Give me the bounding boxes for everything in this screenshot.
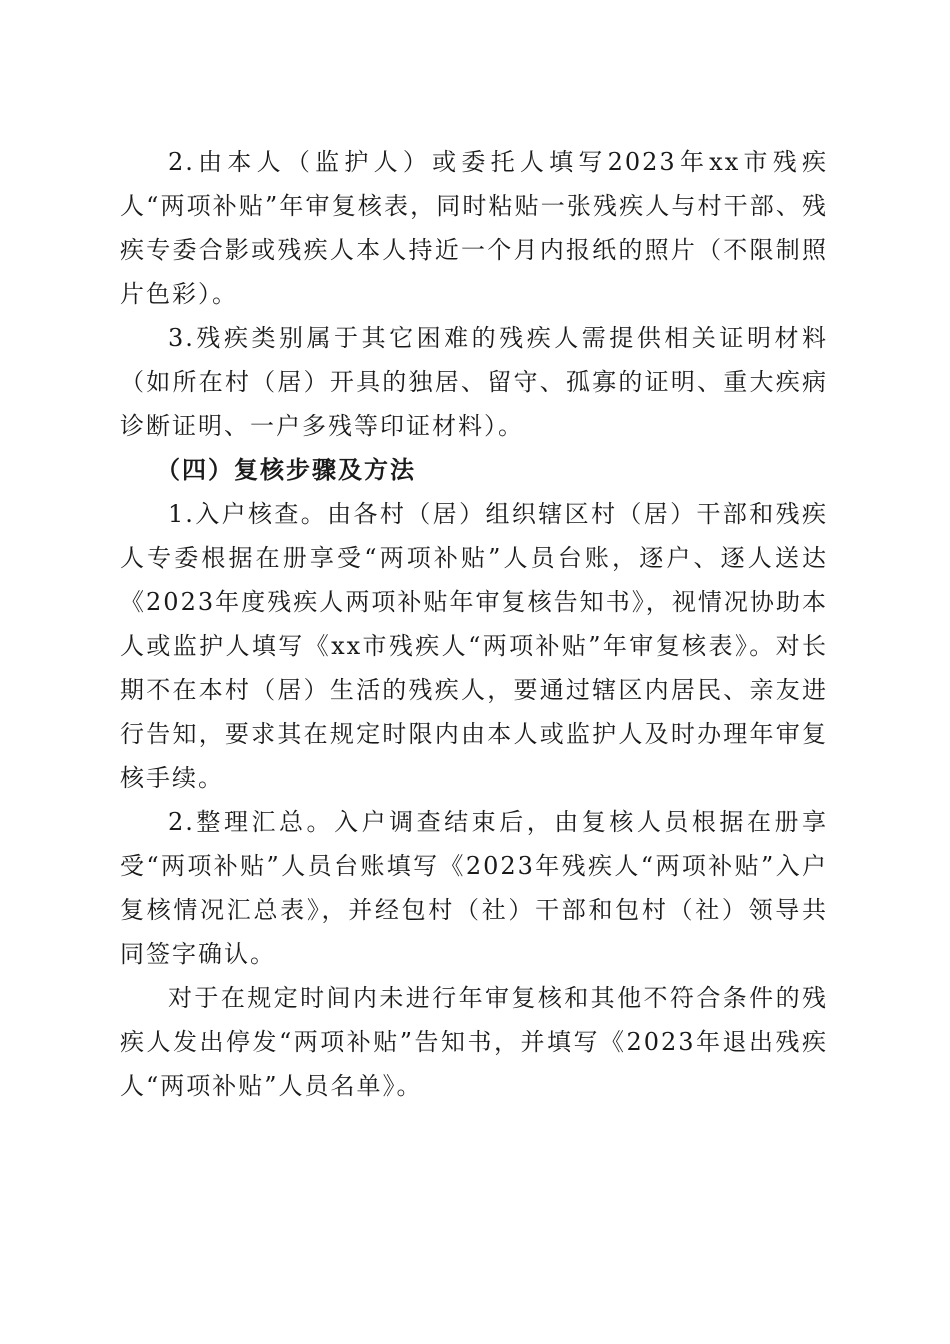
paragraph-compile-summary: 2.整理汇总。入户调查结束后，由复核人员根据在册享受“两项补贴”人员台账填写《2023年残疾人“两项补贴”入户复核情况汇总表》，并经包村（社）干部和包村（社）领导共同签字确认。 xyxy=(120,808,828,968)
paragraph-materials-photo: 2.由本人（监护人）或委托人填写2023年xx市残疾人“两项补贴”年审复核表，同时粘贴一张残疾人与村干部、残疾专委合影或残疾人本人持近一个月内报纸的照片（不限制照片色彩）。 xyxy=(120,148,828,308)
paragraph-supporting-documents: 3.残疾类别属于其它困难的残疾人需提供相关证明材料（如所在村（居）开具的独居、留守、孤寡的证明、重大疾病诊断证明、一户多残等印证材料）。 xyxy=(120,324,828,440)
paragraph-home-verification: 1.入户核查。由各村（居）组织辖区村（居）干部和残疾人专委根据在册享受“两项补贴”人员台账，逐户、逐人送达《2023年度残疾人两项补贴年审复核告知书》，视情况协助本人或监护人填写《xx市残疾人“两项补贴”年审复核表》。对长期不在本村（居）生活的残疾人，要通过辖区内居民、亲友进行告知，要求其在规定时限内由本人或监护人及时办理年审复核手续。 xyxy=(120,500,828,792)
section-heading: （四）复核步骤及方法 xyxy=(156,455,416,484)
document-page xyxy=(120,140,828,1108)
paragraph-stop-payment: 对于在规定时间内未进行年审复核和其他不符合条件的残疾人发出停发“两项补贴”告知书，并填写《2023年退出残疾人“两项补贴”人员名单》。 xyxy=(120,984,828,1100)
